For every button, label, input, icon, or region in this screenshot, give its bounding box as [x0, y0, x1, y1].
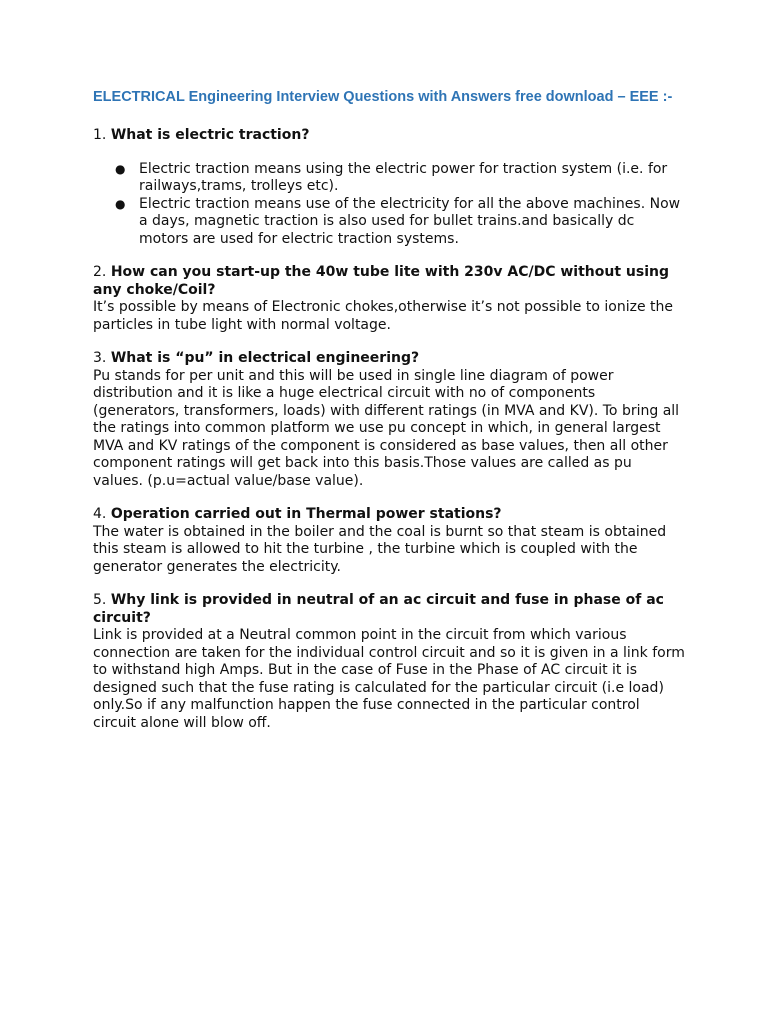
- bullet-icon: ●: [115, 196, 126, 211]
- question-heading-5: [93, 592, 685, 627]
- question-number: 2.: [93, 264, 107, 280]
- bullet-item: [115, 160, 685, 196]
- bullet-text: Electric traction means use of the electricity for all the above machines. Now a days, magnetic traction is also used for bullet trains.and basically dc motors are used for electric traction systems.: [139, 195, 681, 247]
- bullet-icon: ●: [115, 161, 126, 176]
- question-heading-4: [93, 506, 685, 524]
- question-text: What is electric traction?: [110, 127, 310, 143]
- bullet-item: [115, 195, 685, 249]
- question-block-5: [93, 592, 685, 732]
- question-block-3: [93, 350, 685, 490]
- bullet-text: Electric traction means using the electric power for traction system (i.e. for railways,trams, trolleys etc).: [139, 160, 668, 194]
- document-title: ELECTRICAL Engineering Interview Questions with Answers free download – EEE :-: [93, 89, 673, 105]
- document-page: [93, 88, 685, 748]
- question-number: 4.: [93, 506, 107, 522]
- answer-text-4: The water is obtained in the boiler and the coal is burnt so that steam is obtained this steam is allowed to hit the turbine , the turbine which is coupled with the generator generates the electricity.: [93, 523, 667, 575]
- question-block-2: [93, 264, 685, 334]
- bullet-list: [93, 161, 685, 249]
- question-text: How can you start-up the 40w tube lite with 230v AC/DC without using any choke/Coil?: [93, 264, 670, 298]
- answer-text-3: Pu stands for per unit and this will be used in single line diagram of power distribution and it is like a huge electrical circuit with no of components (generators, transformers, loads) with different ratings (in MVA and KV). To bring all the ratings into common platform we use pu concept in which, in general largest MVA and KV ratings of the component is considered as base values, then all other component ratings will get back into this basis.Those values are called as pu values. (p.u=actual value/base value).: [93, 367, 680, 489]
- question-heading-2: [93, 264, 685, 299]
- question-text: Operation carried out in Thermal power stations?: [110, 506, 502, 522]
- question-number: 5.: [93, 592, 107, 608]
- question-number: 3.: [93, 350, 107, 366]
- question-heading-3: [93, 350, 685, 368]
- answer-text-2: It’s possible by means of Electronic chokes,otherwise it’s not possible to ionize the particles in tube light with normal voltage.: [93, 299, 673, 333]
- question-text: What is “pu” in electrical engineering?: [110, 350, 420, 366]
- question-block-4: [93, 506, 685, 576]
- question-block-1: [93, 127, 685, 248]
- question-number: 1.: [93, 127, 107, 143]
- question-heading-1: [93, 127, 685, 145]
- question-text: Why link is provided in neutral of an ac circuit and fuse in phase of ac circuit?: [93, 592, 664, 626]
- answer-text-5: Link is provided at a Neutral common point in the circuit from which various connection are taken for the individual control circuit and so it is given in a link form to withstand high Amps. But in the case of Fuse in the Phase of AC circuit it is designed such that the fuse rating is calculated for the particular circuit (i.e load) only.So if any malfunction happen the fuse connected in the particular control circuit alone will blow off.: [93, 627, 685, 731]
